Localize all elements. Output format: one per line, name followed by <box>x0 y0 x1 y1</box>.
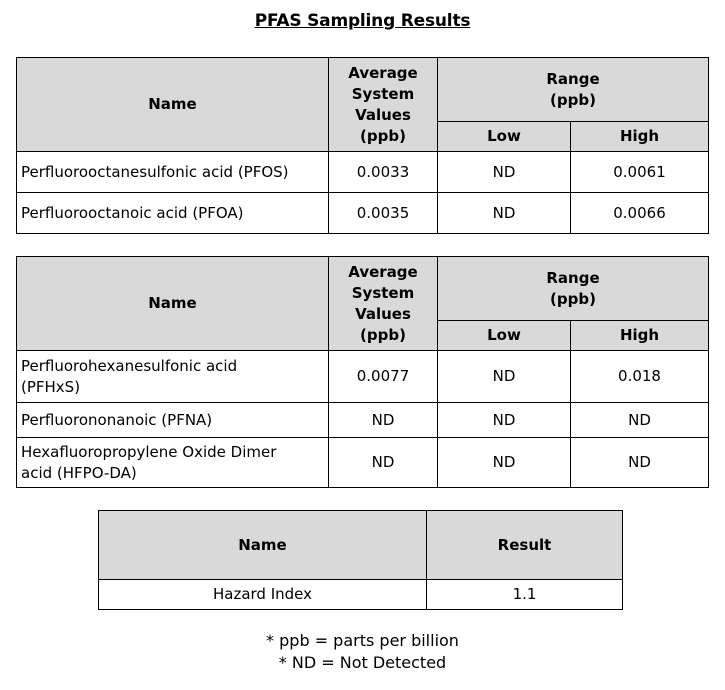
result-header: Result <box>427 511 623 580</box>
low-value: ND <box>438 152 571 193</box>
low-value: ND <box>438 351 571 403</box>
name-header: Name <box>99 511 427 580</box>
average-value: 0.0033 <box>329 152 438 193</box>
hazard-index-label: Hazard Index <box>99 580 427 610</box>
table-row <box>99 580 623 610</box>
low-value: ND <box>438 403 571 438</box>
name-header: Name <box>17 257 329 351</box>
average-value: 0.0035 <box>329 193 438 234</box>
high-header: High <box>571 122 709 152</box>
average-value: ND <box>329 403 438 438</box>
average-header: Average System Values (ppb) <box>329 257 438 351</box>
range-header: Range (ppb) <box>438 58 709 122</box>
high-value: ND <box>571 438 709 488</box>
footnote-ppb: * ppb = parts per billion <box>266 631 459 650</box>
results-table-2 <box>16 256 709 488</box>
average-header: Average System Values (ppb) <box>329 58 438 152</box>
name-header: Name <box>17 58 329 152</box>
table-row <box>17 193 709 234</box>
compound-name: Perfluorooctanoic acid (PFOA) <box>17 193 329 234</box>
table-row <box>17 403 709 438</box>
high-value: 0.0061 <box>571 152 709 193</box>
average-value: 0.0077 <box>329 351 438 403</box>
table-row <box>17 351 709 403</box>
footnote-nd: * ND = Not Detected <box>278 653 447 672</box>
low-value: ND <box>438 438 571 488</box>
compound-name: Perfluorohexanesulfonic acid (PFHxS) <box>17 351 329 403</box>
results-table-1 <box>16 57 709 234</box>
low-header: Low <box>438 321 571 351</box>
low-value: ND <box>438 193 571 234</box>
high-value: ND <box>571 403 709 438</box>
table-row <box>17 152 709 193</box>
compound-name: Hexafluoropropylene Oxide Dimer acid (HFPO-DA) <box>17 438 329 488</box>
compound-name: Perfluorooctanesulfonic acid (PFOS) <box>17 152 329 193</box>
high-header: High <box>571 321 709 351</box>
low-header: Low <box>438 122 571 152</box>
range-header: Range (ppb) <box>438 257 709 321</box>
table-row <box>17 438 709 488</box>
hazard-index-table <box>98 510 623 610</box>
high-value: 0.0066 <box>571 193 709 234</box>
page-title: PFAS Sampling Results <box>254 11 471 31</box>
average-value: ND <box>329 438 438 488</box>
compound-name: Perfluorononanoic (PFNA) <box>17 403 329 438</box>
high-value: 0.018 <box>571 351 709 403</box>
hazard-index-value: 1.1 <box>427 580 623 610</box>
